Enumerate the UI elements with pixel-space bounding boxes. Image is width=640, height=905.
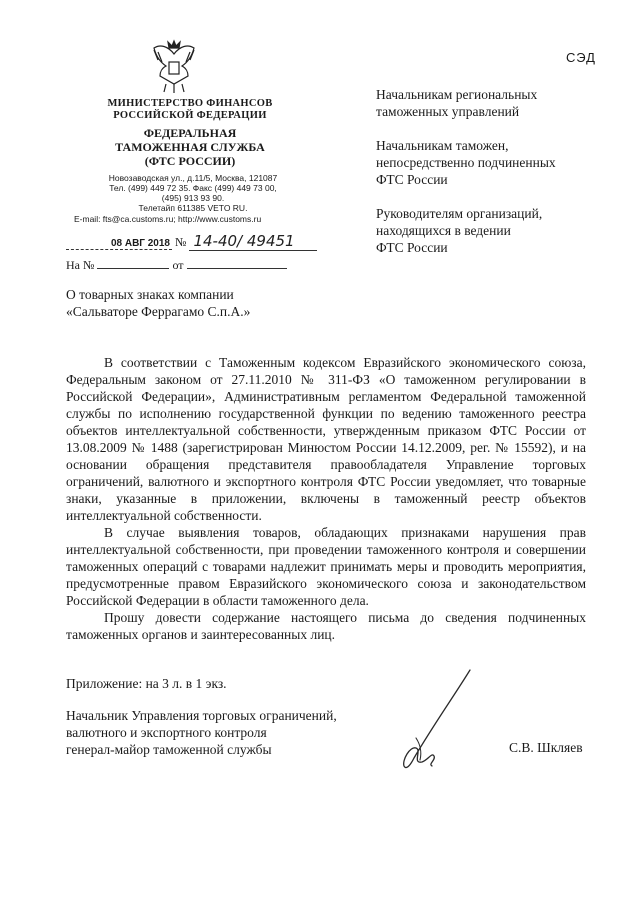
addressee-line: Начальникам таможен, — [376, 138, 509, 153]
subject-line: О товарных знаках компании — [66, 287, 234, 302]
reference-from-label: от — [172, 258, 184, 272]
signatory-name: С.В. Шкляев — [509, 740, 583, 755]
attachment-note: Приложение: на 3 л. в 1 экз. — [66, 676, 227, 691]
addressee-line: ФТС России — [376, 172, 448, 187]
reference-label: На № — [66, 258, 95, 272]
addressee-line: ФТС России — [376, 240, 448, 255]
signatory-position — [66, 707, 337, 758]
registration-number: 14-40/ 49451 — [189, 232, 317, 251]
sender-contacts — [80, 173, 306, 213]
reference-date-blank — [187, 268, 287, 269]
contact-line: Телетайп 611385 VETO RU. — [138, 203, 248, 213]
ministry-heading-line: РОССИЙСКОЙ ФЕДЕРАЦИИ — [113, 110, 267, 121]
body-paragraph: В случае выявления товаров, обладающих признаками нарушения прав интеллектуальной собственности, при проведении таможенного контроля и совершении таможенных операций с товарами надлежит принимать меры и проводить мероприятия, предусмотренные правом Евразийского экономического союза и законодательством Российской Федерации в области таможенного дела. — [66, 525, 586, 608]
contact-line: Тел. (499) 449 72 35. Факс (499) 449 73 00, — [109, 183, 277, 193]
reference-number-blank — [97, 268, 169, 269]
number-label: № — [175, 235, 187, 249]
registration-line — [66, 232, 317, 251]
service-heading-line: ТАМОЖЕННАЯ СЛУЖБА — [115, 140, 265, 154]
addressee-block — [376, 86, 606, 120]
letter-body — [66, 354, 586, 643]
ministry-heading — [72, 98, 308, 122]
ministry-heading-line: МИНИСТЕРСТВО ФИНАНСОВ — [107, 98, 273, 109]
reference-line — [66, 258, 287, 273]
addressee-block — [376, 137, 606, 188]
addressee-block — [376, 205, 606, 256]
position-line: Начальник Управления торговых ограничений, — [66, 708, 337, 723]
position-line: генерал-майор таможенной службы — [66, 742, 272, 757]
body-paragraph: В соответствии с Таможенным кодексом Евразийского экономического союза, Федеральным законом от 27.11.2010 № 311-ФЗ «О таможенном регулировании в Российской Федерации», Административным регламентом Федеральной таможенной службы по исполнению государственной функции по ведению таможенного реестра объектов интеллектуальной собственности, утвержденным приказом ФТС России от 13.08.2009 № 1488 (зарегистрирован Минюстом России 14.12.2009, рег. № 15592), и на основании обращения представителя правообладателя Управление торговых ограничений, валютного и экспортного контроля ФТС России уведомляет, что товарные знаки, указанные в приложении, включены в таможенный реестр объектов интеллектуальной собственности. — [66, 355, 586, 523]
registration-date-stamp: 08 АВГ 2018 — [66, 238, 172, 250]
document-code-mark: СЭД — [566, 50, 596, 65]
handwritten-signature — [392, 668, 484, 774]
addressee-line: Начальникам региональных — [376, 87, 538, 102]
letter-subject — [66, 286, 250, 320]
addressee-line: таможенных управлений — [376, 104, 520, 119]
service-heading — [72, 126, 308, 168]
service-heading-line: (ФТС РОССИИ) — [144, 154, 236, 168]
addressee-line: непосредственно подчиненных — [376, 155, 556, 170]
addressee-line: находящихся в ведении — [376, 223, 511, 238]
coat-of-arms-emblem — [150, 38, 198, 94]
subject-line: «Сальваторе Феррагамо С.п.А.» — [66, 304, 251, 319]
service-heading-line: ФЕДЕРАЛЬНАЯ — [143, 126, 237, 140]
body-paragraph: Прошу довести содержание настоящего письма до сведения подчиненных таможенных органов и заинтересованных лиц. — [66, 610, 586, 642]
addressee-line: Руководителям организаций, — [376, 206, 543, 221]
contact-line: Новозаводская ул., д.11/5, Москва, 121087 — [108, 173, 278, 183]
sender-email: E-mail: fts@ca.customs.ru; http://www.customs.ru — [74, 214, 262, 224]
position-line: валютного и экспортного контроля — [66, 725, 267, 740]
contact-line: (495) 913 93 90. — [161, 193, 225, 203]
